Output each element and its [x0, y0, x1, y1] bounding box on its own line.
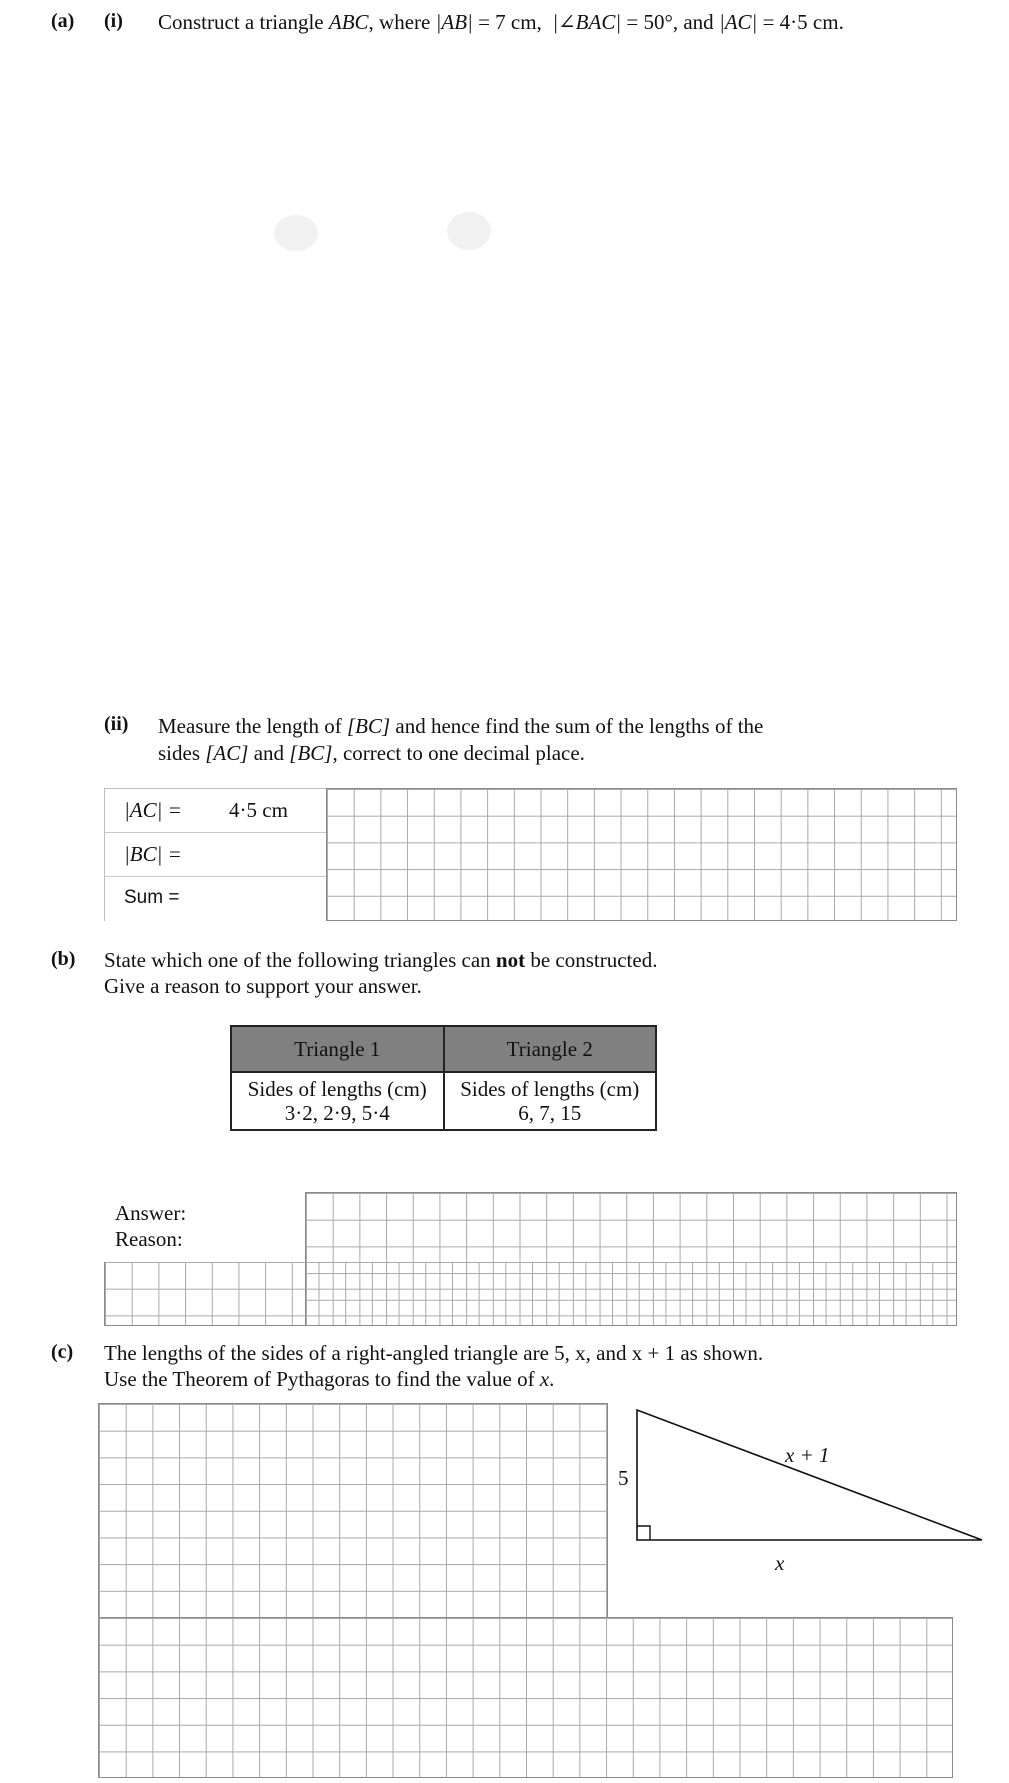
part-b-label: (b)	[51, 948, 76, 970]
right-triangle-diagram	[610, 1400, 990, 1600]
answer-grid-c-left[interactable]	[98, 1403, 608, 1618]
triangle-1-sides: Sides of lengths (cm) 3·2, 2·9, 5·4	[231, 1072, 444, 1130]
triangles-table	[230, 1025, 657, 1131]
part-b-line2: Give a reason to support your answer.	[104, 974, 422, 998]
part-a-label: (a)	[51, 10, 75, 32]
ac-row-label: |AC| =	[124, 798, 182, 822]
triangle-2-sides: Sides of lengths (cm) 6, 7, 15	[444, 1072, 657, 1130]
right-angle-mark	[637, 1526, 650, 1540]
part-c-label: (c)	[51, 1341, 74, 1363]
side-label-hyp: x + 1	[785, 1443, 830, 1467]
triangle-2-header: Triangle 2	[444, 1026, 657, 1072]
part-a-ii-line2: sides [AC] and [BC], correct to one decimal place.	[158, 741, 585, 765]
construction-area[interactable]	[51, 60, 951, 700]
part-a-ii-label: (ii)	[104, 713, 129, 735]
ac-row-value: 4·5 cm	[229, 798, 288, 822]
side-label-x: x	[775, 1551, 785, 1575]
side-label-5: 5	[618, 1466, 629, 1490]
answer-grid-c-bottom[interactable]	[98, 1617, 953, 1778]
row-divider	[104, 876, 326, 877]
sum-row-label: Sum =	[124, 887, 180, 908]
answer-grid-a-ii[interactable]	[326, 788, 957, 921]
part-c-line1: The lengths of the sides of a right-angled triangle are 5, x, and x + 1 as shown.	[104, 1341, 764, 1365]
answer-grid-b-bottom[interactable]	[104, 1262, 957, 1326]
triangle-shape	[637, 1410, 982, 1540]
part-a-ii-line1: Measure the length of [BC] and hence find the sum of the lengths of the	[158, 714, 764, 738]
part-a-i-question: Construct a triangle ABC, where |AB| = 7 cm, |∠BAC| = 50°, and |AC| = 4·5 cm.	[158, 10, 844, 34]
answer-label: Answer:	[115, 1201, 187, 1225]
bc-row-label: |BC| =	[124, 842, 182, 866]
triangle-1-header: Triangle 1	[231, 1026, 444, 1072]
reason-label: Reason:	[115, 1227, 183, 1251]
part-c-line2: Use the Theorem of Pythagoras to find the value of x.	[104, 1367, 555, 1391]
part-a-i-label: (i)	[104, 10, 123, 32]
row-divider	[104, 832, 326, 833]
part-b-line1: State which one of the following triangles can not be constructed.	[104, 948, 658, 972]
